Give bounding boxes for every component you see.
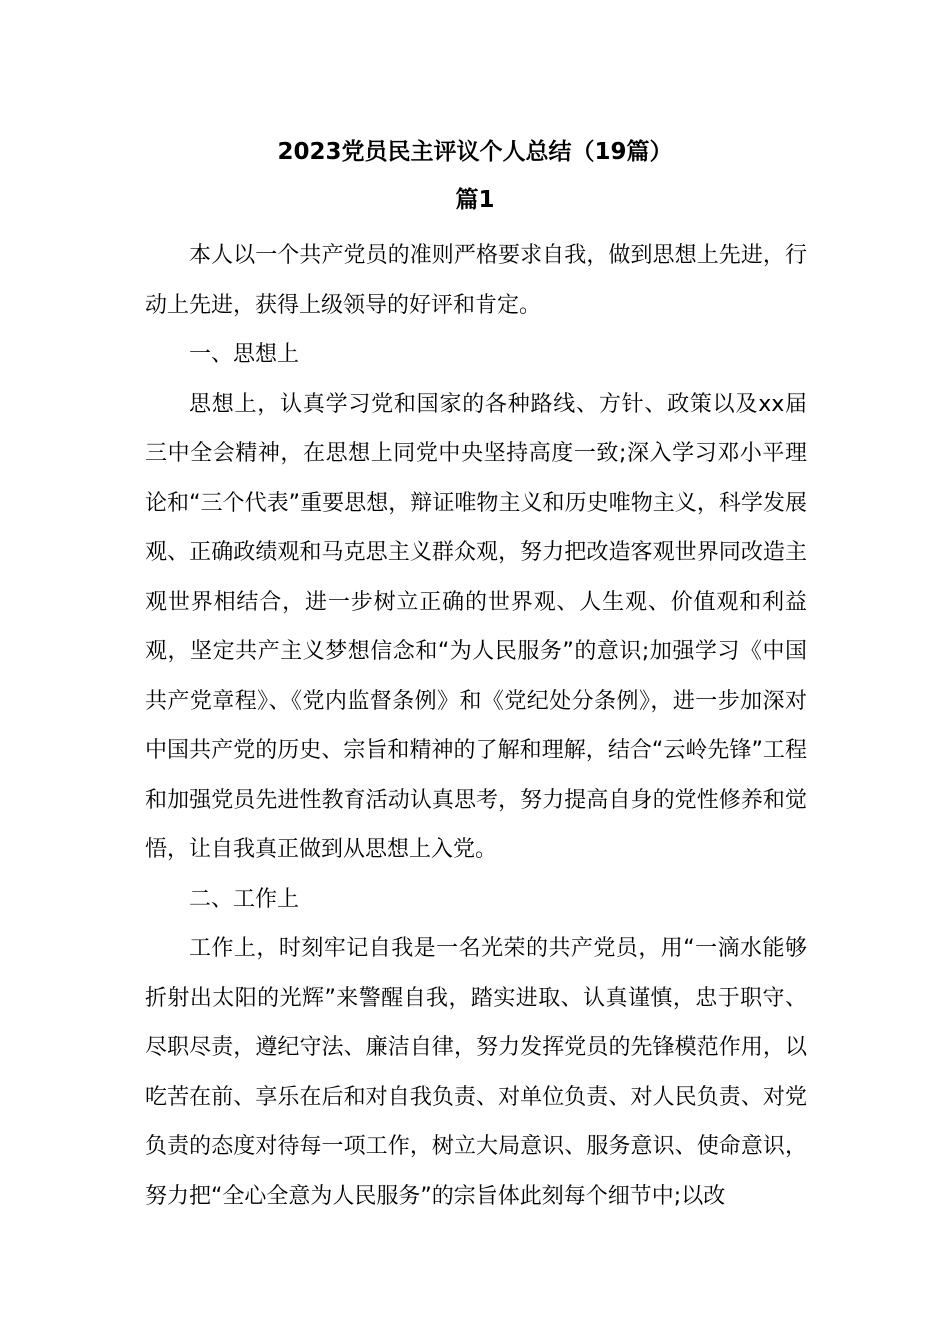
section-heading-work: 二、工作上 xyxy=(189,886,300,912)
section-heading-thought: 一、思想上 xyxy=(189,342,300,367)
paragraph-intro: 本人以一个共产党员的准则严格要求自我，做到思想上先进，行动上先进，获得上级领导的好评和肯定。 xyxy=(145,243,807,318)
document-title: 2023党员民主评议个人总结（19篇） xyxy=(277,139,673,165)
paragraph-work: 工作上，时刻牢记自我是一名光荣的共产党员，用“一滴水能够折射出太阳的光辉”来警醒自我，踏实进取、认真谨慎，忠于职守、尽职尽责，遵纪守法、廉洁自律，努力发挥党员的先锋模范作用，以吃苦在前、享乐在后和对自我负责、对单位负责、对人民负责、对党负责的态度对待每一项工作，树立大局意识、服务意识、使命意识，努力把“全心全意为人民服务”的宗旨体此刻每个细节中;以改 xyxy=(145,936,807,1209)
document-subtitle: 篇1 xyxy=(455,187,495,213)
paragraph-thought: 思想上，认真学习党和国家的各种路线、方针、政策以及xx届三中全会精神，在思想上同党中央坚持高度一致;深入学习邓小平理论和“三个代表”重要思想，辩证唯物主义和历史唯物主义，科学发展观、正确政绩观和马克思主义群众观，努力把改造客观世界同改造主观世界相结合，进一步树立正确的世界观、人生观、价值观和利益观，坚定共产主义梦想信念和“为人民服务”的意识;加强学习《中国共产党章程》、《党内监督条例》和《党纪处分条例》，进一步加深对中国共产党的历史、宗旨和精神的了解和理解，结合“云岭先锋”工程和加强党员先进性教育活动认真思考，努力提高自身的党性修养和觉悟，让自我真正做到从思想上入党。 xyxy=(145,391,807,862)
document-body xyxy=(145,231,807,1221)
